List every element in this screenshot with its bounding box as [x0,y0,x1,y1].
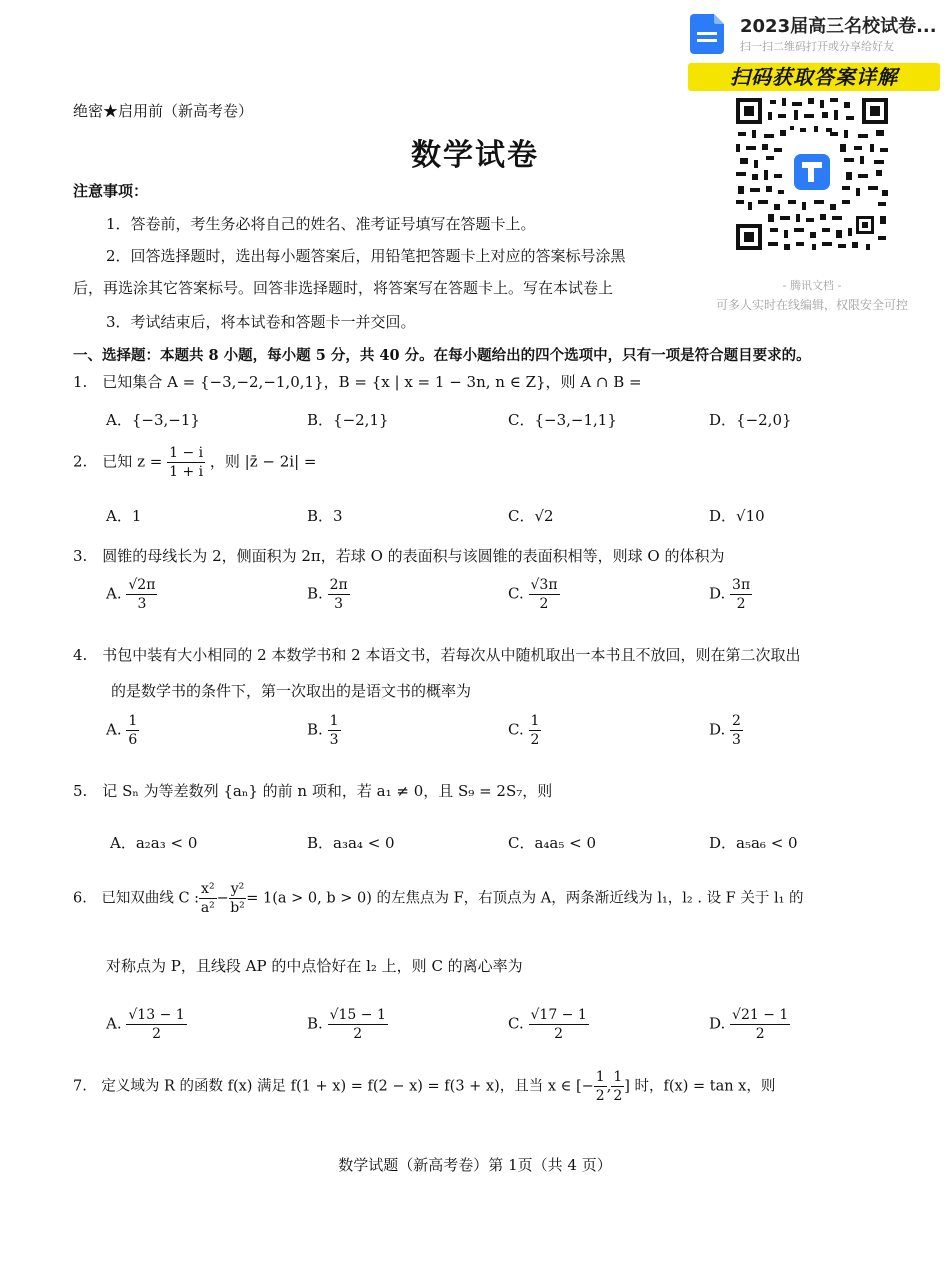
q4-option-a-numerator: 1 [128,713,138,729]
notes-heading: 注意事项： [73,182,149,200]
q3-option-b-fraction [328,576,350,613]
q3-option-a-fraction [126,576,157,613]
q4-option-a-denominator: 6 [128,732,138,748]
note-2-line2: 后，再选涂其它答案标号。回答非选择题时，将答案写在答题卡上。写在本试卷上 [73,279,614,297]
q2-option-a: A．1 [106,507,142,525]
q3-option-d-denominator: 2 [736,596,746,612]
document-app-icon [690,14,724,54]
q1-option-a: A．{−3,−1} [106,411,200,429]
q2-fraction-denominator: 1 + i [169,464,204,480]
q6-option-d-label: D. [709,1014,726,1033]
qr-code[interactable] [734,96,890,252]
q4-option-d-numerator: 2 [732,713,741,729]
q6-option-c-fraction [529,1006,589,1043]
q6-option-c-label: C. [508,1014,524,1033]
q2-stem-prefix: 2. 已知 z = [73,452,163,471]
q3-option-a-denominator: 3 [137,596,147,612]
q3-stem: 3. 圆锥的母线长为 2，侧面积为 2π，若球 O 的表面积与该圆锥的表面积相等，则球 O 的体积为 [73,547,725,565]
q6-minus: − [216,890,229,907]
q6-stem-line2: 对称点为 P，且线段 AP 的中点恰好在 l₂ 上，则 C 的离心率为 [106,957,523,975]
q2-fraction-numerator: 1 − i [169,445,204,461]
q4-option-a [106,712,139,749]
q4-option-d-label: D. [709,720,726,739]
q3-option-d-numerator: 3π [732,577,751,593]
q4-stem-line2: 的是数学书的条件下，第一次取出的是语文书的概率为 [111,682,472,700]
exam-title: 数学试卷 [411,138,539,173]
doc-share-title[interactable]: 2023届高三名校试卷... [740,16,937,37]
q5-option-c: C．a₄a₅ < 0 [508,834,597,852]
q7-fraction-2 [611,1068,624,1105]
q4-option-a-fraction [126,712,139,749]
q3-option-d-label: D. [709,584,726,603]
q4-option-d-denominator: 3 [732,732,741,748]
q3-option-c-denominator: 2 [539,596,549,612]
confidential-label: 绝密★启用前（新高考卷） [73,102,254,120]
q2-stem [73,444,316,481]
q6-option-a [106,1006,187,1043]
q3-option-c-label: C. [508,584,524,603]
q5-option-d: D．a₅a₆ < 0 [709,834,798,852]
q6-option-c-denominator: 2 [554,1026,564,1042]
q6-option-b [307,1006,388,1043]
q6-option-b-label: B. [307,1014,323,1033]
q4-option-b-label: B. [307,720,323,739]
q2-option-d: D．√10 [709,507,765,525]
qr-caption-source: - 腾讯文档 - [782,279,842,292]
q6-stem-line1 [73,880,804,917]
q1-option-c: C．{−3,−1,1} [508,411,617,429]
note-1: 1．答卷前，考生务必将自己的姓名、准考证号填写在答题卡上。 [106,215,536,233]
q7-fraction-1-numerator: 1 [595,1069,605,1085]
page-footer: 数学试题（新高考卷）第 1页（共 4 页） [338,1156,612,1174]
q6-fraction-x-numerator: x² [201,881,215,897]
q3-option-b-denominator: 3 [334,596,344,612]
q6-stem-prefix: 6. 已知双曲线 C : [73,890,200,907]
q6-fraction-y-numerator: y² [230,881,245,897]
q7-fraction-2-denominator: 2 [613,1088,623,1104]
q4-stem-line1: 4. 书包中装有大小相同的 2 本数学书和 2 本语文书，若每次从中随机取出一本书且不放回，则在第二次取出 [73,646,801,664]
q6-option-c-numerator: √17 − 1 [530,1007,587,1023]
q6-fraction-x [199,880,217,917]
q6-option-b-denominator: 2 [353,1026,363,1042]
q6-option-c [508,1006,589,1043]
q6-fraction-y [229,880,247,917]
q2-fraction [167,444,205,481]
q7-stem-suffix: ] 时，f(x) = tan x，则 [624,1078,776,1095]
qr-caption-description: 可多人实时在线编辑，权限安全可控 [715,298,908,312]
q6-option-d [709,1006,790,1043]
q7-comma: , [606,1078,612,1095]
q6-fraction-x-denominator: a² [200,900,215,916]
q6-option-a-denominator: 2 [152,1026,161,1042]
q3-option-a [106,576,157,613]
note-3: 3．考试结束后，将本试卷和答题卡一并交回。 [106,313,416,331]
q6-option-d-denominator: 2 [755,1026,765,1042]
q1-stem: 1. 已知集合 A = {−3,−2,−1,0,1}，B = {x | x = 1 − 3n, n ∈ Z}，则 A ∩ B = [73,373,642,391]
q1-option-b: B．{−2,1} [307,411,389,429]
q2-option-b: B．3 [307,507,343,525]
scan-for-answers-banner: 扫码获取答案详解 [688,63,940,91]
q3-option-c-fraction [529,576,560,613]
q4-option-a-label: A. [106,720,122,739]
q6-option-a-label: A. [106,1014,122,1033]
q5-option-a: A．a₂a₃ < 0 [110,834,198,852]
q2-stem-suffix: ，则 |z̄ − 2i| = [209,452,317,471]
q6-option-b-numerator: √15 − 1 [329,1007,386,1023]
q4-option-b-fraction [328,712,341,749]
q3-option-d [709,576,752,613]
note-2-line1: 2．回答选择题时，选出每小题答案后，用铅笔把答题卡上对应的答案标号涂黑 [106,247,626,265]
q3-option-a-label: A. [106,584,122,603]
q3-option-c [508,576,560,613]
q4-option-d-fraction [730,712,743,749]
q7-fraction-2-numerator: 1 [613,1069,623,1085]
q6-stem-suffix: = 1(a > 0, b > 0) 的左焦点为 F，右顶点为 A，两条渐近线为 l₁，l₂ . 设 F 关于 l₁ 的 [246,890,804,907]
q2-option-c: C．√2 [508,507,554,525]
q5-stem: 5. 记 Sₙ 为等差数列 {aₙ} 的前 n 项和，若 a₁ ≠ 0，且 S₉ = 2S₇，则 [73,782,553,800]
q6-fraction-y-denominator: b² [230,900,245,916]
q4-option-b-denominator: 3 [329,732,339,748]
q4-option-c-denominator: 2 [530,732,540,748]
q6-option-a-numerator: √13 − 1 [128,1007,185,1023]
q3-option-b [307,576,350,613]
q1-option-d: D．{−2,0} [709,411,792,429]
q4-option-c-fraction [529,712,542,749]
q3-option-b-label: B. [307,584,323,603]
q3-option-d-fraction [730,576,752,613]
q6-option-d-fraction [730,1006,790,1043]
doc-share-subtitle: 扫一扫二维码打开或分享给好友 [740,40,894,53]
q4-option-d [709,712,743,749]
q6-option-d-numerator: √21 − 1 [732,1007,789,1023]
section-1-heading: 一、选择题：本题共 8 小题，每小题 5 分，共 40 分。在每小题给出的四个选项中，只有一项是符合题目要求的。 [73,347,811,364]
q7-stem-prefix: 7. 定义域为 R 的函数 f(x) 满足 f(1 + x) = f(2 − x) = f(3 + x)，且当 x ∈ [− [73,1078,594,1095]
q7-fraction-1 [594,1068,607,1105]
q4-option-c [508,712,541,749]
q7-fraction-1-denominator: 2 [595,1088,605,1104]
q3-option-c-numerator: √3π [530,577,558,593]
q7-stem [73,1068,775,1105]
q4-option-b-numerator: 1 [329,713,339,729]
q6-option-b-fraction [328,1006,388,1043]
q4-option-b [307,712,341,749]
q3-option-b-numerator: 2π [329,577,348,593]
q4-option-c-numerator: 1 [530,713,540,729]
q4-option-c-label: C. [508,720,524,739]
q3-option-a-numerator: √2π [128,577,156,593]
q5-option-b: B．a₃a₄ < 0 [307,834,395,852]
q6-option-a-fraction [126,1006,186,1043]
